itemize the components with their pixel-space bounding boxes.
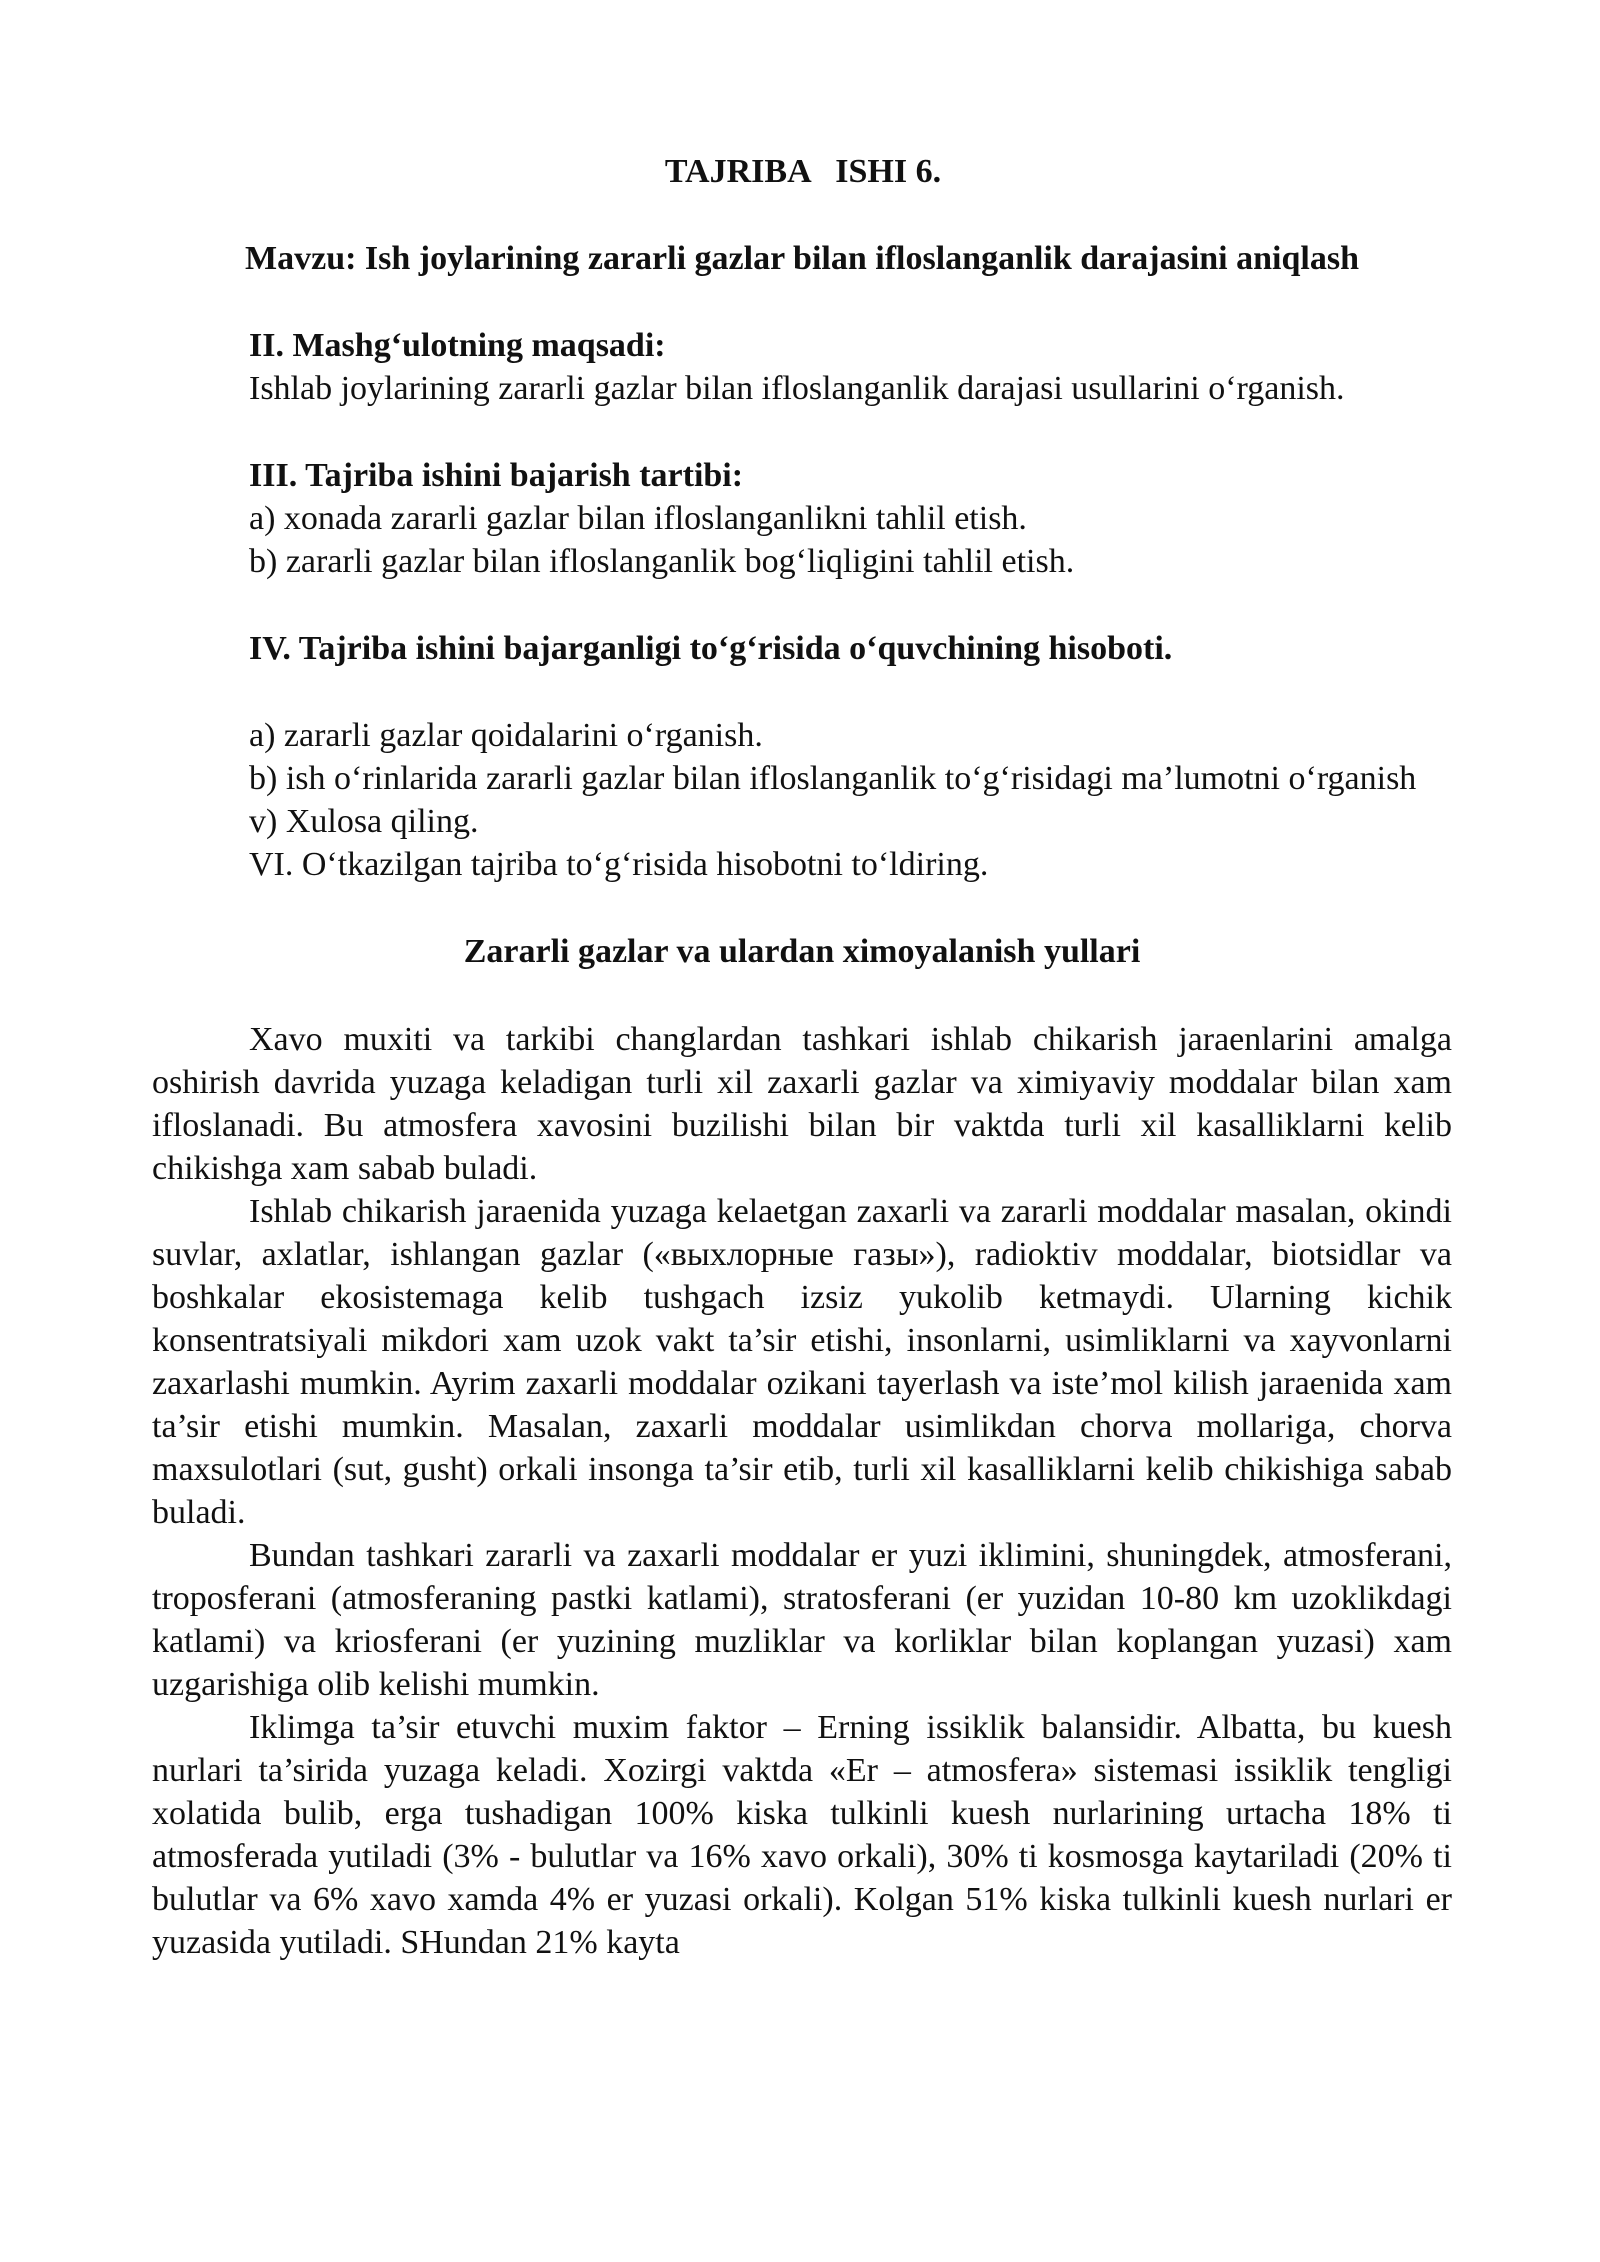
report-heading: IV. Tajriba ishini bajarganligi to‘g‘risida o‘quvchining hisoboti. bbox=[249, 630, 1173, 667]
report-item-v: v) Xulosa qiling. bbox=[249, 803, 479, 840]
body-paragraph-3: Bundan tashkari zararli va zaxarli moddalar er yuzi iklimini, shuningdek, atmosferani, troposferani (atmosferaning pastki katlami), stratosferani (er yuzidan 10-80 km uzoklikdagi katlami) va kriosferani (er yuzining muzliklar va korliklar bilan koplangan yuzasi) xam uzgarishiga olib kelishi mumkin. bbox=[152, 1537, 1452, 1703]
procedure-heading: III. Tajriba ishini bajarish tartibi: bbox=[249, 457, 744, 494]
report-item-b: b) ish o‘rinlarida zararli gazlar bilan ifloslanganlik to‘g‘risidagi ma’lumotni o‘rganish bbox=[249, 760, 1417, 797]
body-paragraph-2: Ishlab chikarish jaraenida yuzaga kelaetgan zaxarli va zararli moddalar masalan, okindi suvlar, axlatlar, ishlangan gazlar («выхлорные газы»), radioktiv moddalar, biotsidlar va boshkalar ekosistemaga kelib tushgach izsiz yukolib ketmaydi. Ularning kichik konsentratsiyali mikdori xam uzok vakt ta’sir etishi, insonlarni, usimliklarni va xayvonlarni zaxarlashi mumkin. Ayrim zaxarli moddalar ozikani tayerlash va iste’mol kilish jaraenida xam ta’sir etishi mumkin. Masalan, zaxarli moddalar usimlikdan chorva mollariga, chorva maxsulotlari (sut, gusht) orkali insonga ta’sir etib, turli xil kasalliklarni kelib chikishiga sabab buladi. bbox=[152, 1193, 1452, 1531]
document-topic: Mavzu: Ish joylarining zararli gazlar bilan ifloslanganlik darajasini aniqlash bbox=[245, 240, 1359, 277]
procedure-item-a: a) xonada zararli gazlar bilan ifloslanganlikni tahlil etish. bbox=[249, 500, 1027, 537]
goal-heading: II. Mashg‘ulotning maqsadi: bbox=[249, 327, 666, 364]
body-paragraph-4: Iklimga ta’sir etuvchi muxim faktor – Erning issiklik balansidir. Albatta, bu kuesh nurlari ta’sirida yuzaga keladi. Xozirgi vaktda «Er – atmosfera» sistemasi issiklik tengligi xolatida bulib, erga tushadigan 100% kiska tulkinli kuesh nurlarining urtacha 18% ti atmosferada yutiladi (3% - bulutlar va 16% xavo orkali), 30% ti kosmosga kaytariladi (20% ti bulutlar va 6% xavo xamda 4% er yuzasi orkali). Kolgan 51% kiska tulkinli kuesh nurlari er yuzasida yutiladi. SHundan 21% kayta bbox=[152, 1709, 1452, 1961]
report-item-a: a) zararli gazlar qoidalarini o‘rganish. bbox=[249, 717, 763, 754]
goal-text: Ishlab joylarining zararli gazlar bilan ifloslanganlik darajasi usullarini o‘rganish. bbox=[249, 370, 1345, 407]
document-title: TAJRIBA ISHI 6. bbox=[664, 153, 942, 190]
report-item-vi: VI. O‘tkazilgan tajriba to‘g‘risida hisobotni to‘ldiring. bbox=[249, 846, 989, 883]
procedure-item-b: b) zararli gazlar bilan ifloslanganlik bog‘liqligini tahlil etish. bbox=[249, 543, 1075, 580]
document-page bbox=[152, 150, 1452, 1964]
section-subtitle: Zararli gazlar va ulardan ximoyalanish yullari bbox=[463, 933, 1141, 970]
body-paragraph-1: Xavo muxiti va tarkibi changlardan tashkari ishlab chikarish jaraenlarini amalga oshirish davrida yuzaga keladigan turli xil zaxarli gazlar va ximiyaviy moddalar bilan xam ifloslanadi. Bu atmosfera xavosini buzilishi bilan bir vaktda turli xil kasalliklarni kelib chikishga xam sabab buladi. bbox=[152, 1021, 1452, 1187]
